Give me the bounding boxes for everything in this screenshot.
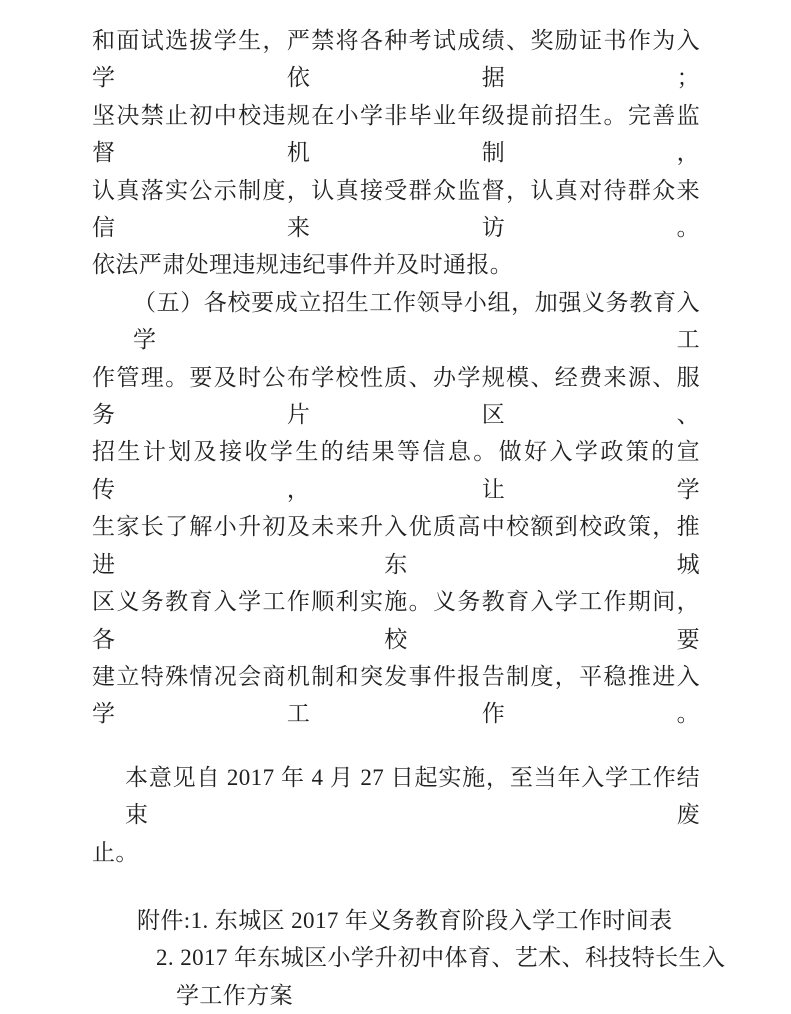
text-line: 本意见自 2017 年 4 月 27 日起实施，至当年入学工作结束废 [125,764,700,828]
paragraph-effective-date [92,759,700,871]
attachments-list [92,902,726,1014]
text-line: 区义务教育入学工作顺利实施。义务教育入学工作期间，各校要 [92,589,700,652]
text-line: 依法严肃处理违规违纪事件并及时通报。 [92,252,514,278]
paragraph-item-five-leadership [92,284,700,733]
text-line: （五）各校要成立招生工作领导小组，加强义务教育入学工 [133,289,700,353]
text-line: 作管理。要及时公布学校性质、办学规模、经费来源、服务片区、 [92,364,700,428]
attachment-line: 2. 2017 年东城区小学升初中体育、艺术、科技特长生入 [156,945,726,971]
text-line: 招生计划及接收学生的结果等信息。做好入学政策的宣传，让学 [92,439,700,502]
document-text-column [92,22,726,1014]
text-line: 认真落实公示制度，认真接受群众监督，认真对待群众来信来访。 [92,177,700,241]
text-line: 坚决禁止初中校违规在小学非毕业年级提前招生。完善监督机制， [92,102,700,166]
text-line: 止。 [92,839,139,865]
text-line: 生家长了解小升初及未来升入优质高中校额到校政策，推进东城 [92,514,700,577]
text-line: 建立特殊情况会商机制和突发事件报告制度，平稳推进入学工作。 [92,663,700,727]
paragraph-enrollment-discipline [92,22,700,284]
text-line: 和面试选拔学生，严禁将各种考试成绩、奖励证书作为入学依据； [92,28,700,91]
attachment-line: 附件:1. 东城区 2017 年义务教育阶段入学工作时间表 [137,907,673,933]
attachment-line: 学工作方案 [176,982,293,1008]
